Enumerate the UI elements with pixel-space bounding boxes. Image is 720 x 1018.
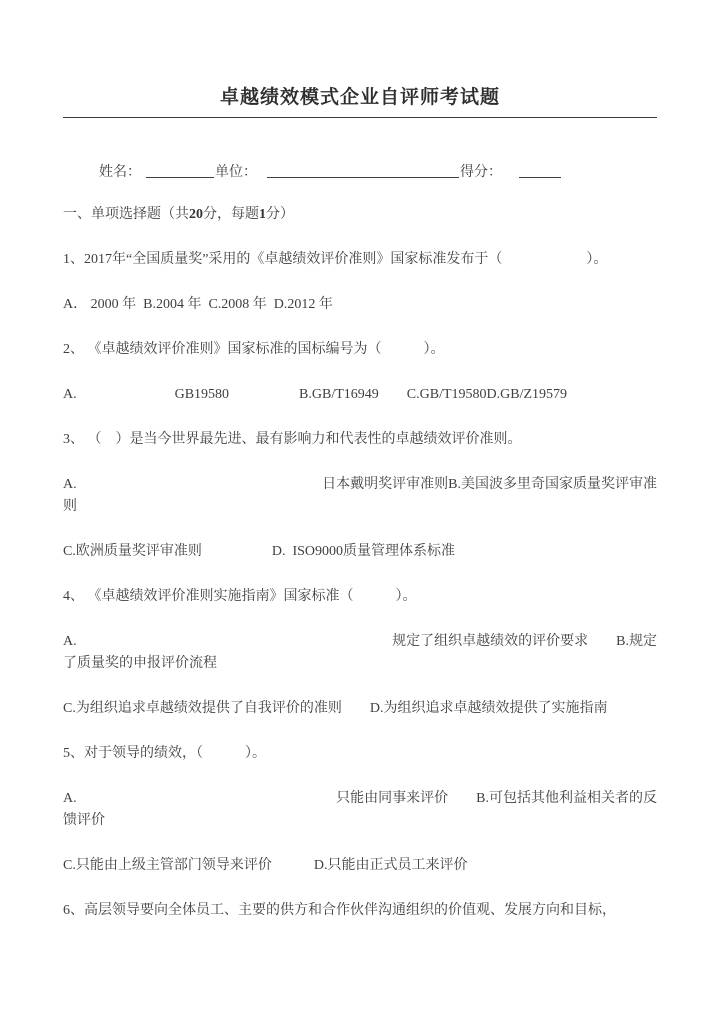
section-total-points: 20 [189,207,203,222]
option-line-continuation: 则 [63,499,77,514]
header-fill-in-row [99,162,657,184]
option-text: 规定了组织卓越绩效的评价要求 B.规定 [392,634,657,649]
question-stem: 4、 《卓越绩效评价准则实施指南》国家标准（ ）。 [63,589,417,604]
name-label: 姓名： [99,165,141,180]
unit-label: 单位： [215,165,257,180]
option-line: C.欧洲质量奖评审准则 D. ISO9000质量管理体系标准 [63,544,456,559]
option-line [63,788,657,810]
option-line [63,474,657,496]
section-heading [63,204,657,226]
section-heading-text: 一、单项选择题（共 [63,207,189,222]
question-stem: 2、 《卓越绩效评价准则》国家标准的国标编号为（ ）。 [63,342,445,357]
name-blank-field[interactable] [146,163,214,178]
score-blank-field[interactable] [519,163,561,178]
option-label: A. [63,477,77,492]
option-text: 只能由同事来评价 B.可包括其他利益相关者的反 [336,791,657,806]
option-line: C.为组织追求卓越绩效提供了自我评价的准则 D.为组织追求卓越绩效提供了实施指南 [63,701,608,716]
option-line: A. GB19580 B.GB/T16949 C.GB/T19580D.GB/Z19579 [63,387,568,402]
option-label: A. [63,634,77,649]
option-line [63,631,657,653]
option-line-continuation: 馈评价 [63,813,105,828]
unit-blank-field[interactable] [267,163,459,178]
section-heading-text: 分，每题 [203,207,259,222]
score-label: 得分： [460,165,502,180]
section-each-points: 1 [259,207,266,222]
section-heading-text: 分） [266,207,294,222]
question-stem: 6、高层领导要向全体员工、主要的供方和合作伙伴沟通组织的价值观、发展方向和目标， [63,903,616,918]
option-text: 日本戴明奖评审准则B.美国波多里奇国家质量奖评审准 [322,477,657,492]
option-line-continuation: 了质量奖的申报评价流程 [63,656,217,671]
title-divider-rule [63,117,657,118]
document-title: 卓越绩效模式企业自评师考试题 [219,87,500,108]
questions-list [63,249,657,922]
option-line: A． 2000 年 B.2004 年 C.2008 年 D.2012 年 [63,297,333,312]
question-stem: 1、2017年“全国质量奖”采用的《卓越绩效评价准则》国家标准发布于（ ）。 [63,252,608,267]
option-label: A. [63,791,77,806]
question-stem: 5、对于领导的绩效，（ ）。 [63,746,266,761]
question-stem: 3、 （ ）是当今世界最先进、最有影响力和代表性的卓越绩效评价准则。 [63,432,522,447]
option-line: C.只能由上级主管部门领导来评价 D.只能由正式员工来评价 [63,858,468,873]
